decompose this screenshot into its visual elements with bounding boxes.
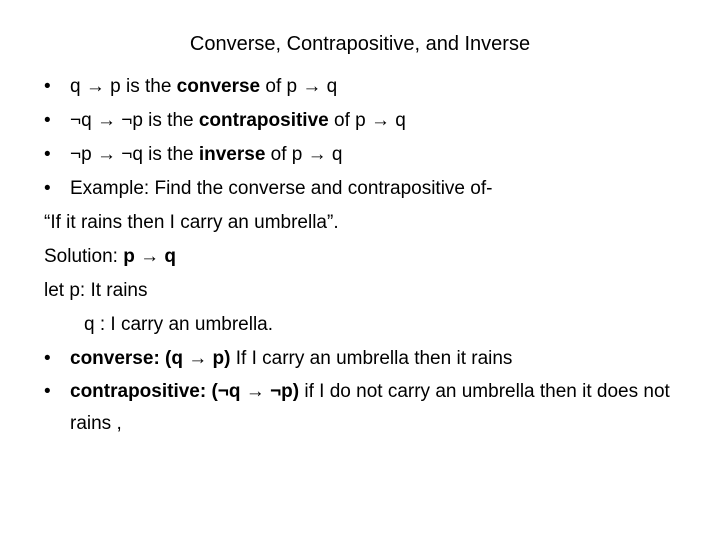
bullet-text: of p → q	[260, 76, 338, 97]
bullet-text: Example: Find the converse and contrapositive of-	[70, 178, 493, 199]
answer-expr: (q → p)	[165, 348, 231, 369]
bullet-bold-term: inverse	[198, 144, 266, 165]
example-statement: “If it rains then I carry an umbrella”.	[44, 212, 339, 233]
bullet-example	[44, 172, 694, 206]
bullet-bold-term: contrapositive	[198, 110, 329, 131]
answer-expr: (¬q → ¬p)	[211, 381, 300, 402]
bullet-text: of p → q	[265, 144, 343, 165]
solution-expr: p → q	[123, 246, 177, 267]
answer-label: converse:	[70, 348, 166, 369]
bullet-text: of p → q	[328, 110, 406, 131]
bullet-text: q → p is the	[70, 76, 177, 97]
let-p-line: let p: It rains	[44, 280, 148, 301]
solution-line	[44, 240, 694, 274]
solution-label: Solution:	[44, 246, 124, 267]
bullet-text: ¬q → ¬p is the	[70, 110, 199, 131]
bullet-bold-term: converse	[176, 76, 261, 97]
slide-title: Converse, Contrapositive, and Inverse	[189, 33, 531, 55]
answer-contrapositive	[44, 376, 694, 440]
bullet-converse	[44, 70, 694, 104]
answer-label: contrapositive:	[70, 381, 212, 402]
bullet-text: ¬p → ¬q is the	[70, 144, 199, 165]
answer-converse	[44, 342, 694, 376]
bullet-inverse	[44, 138, 694, 172]
answer-text: if I do not carry an umbrella then it does not rains ,	[70, 381, 670, 434]
slide-body	[44, 70, 694, 440]
answer-text: If I carry an umbrella then it rains	[230, 348, 513, 369]
let-q-line: q : I carry an umbrella.	[84, 314, 274, 335]
bullet-contrapositive	[44, 104, 694, 138]
